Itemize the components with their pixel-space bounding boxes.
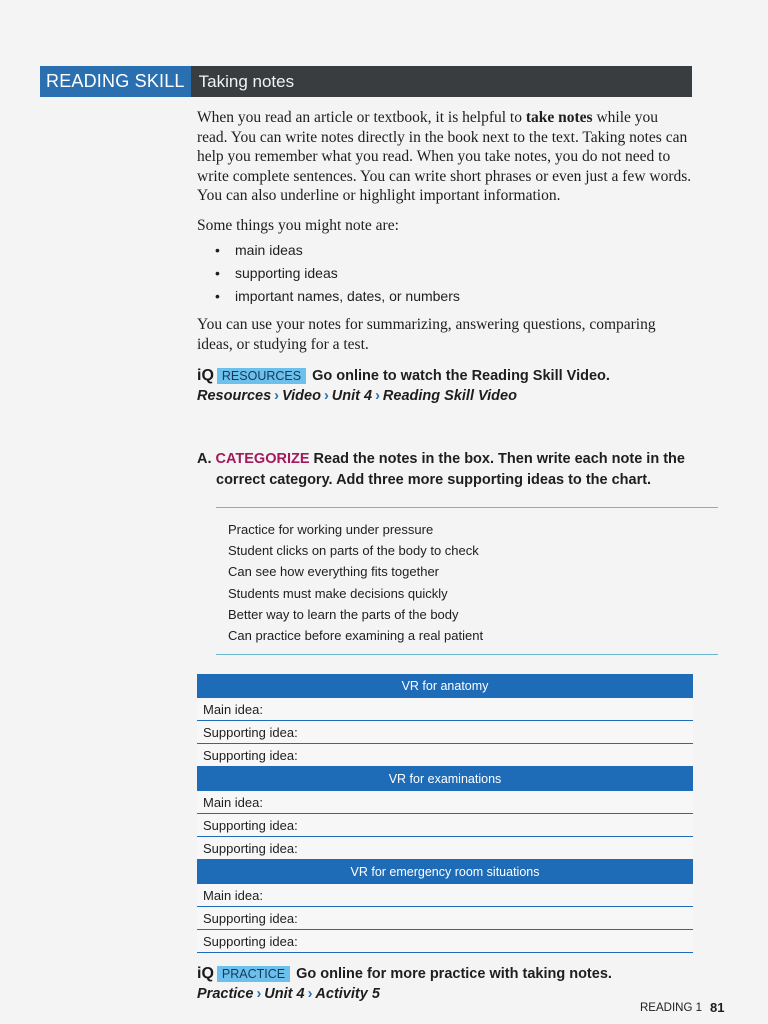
table-row[interactable] <box>197 791 693 814</box>
row-label: Supporting idea: <box>203 747 298 763</box>
bullet-icon: • <box>215 265 220 281</box>
table-row[interactable] <box>197 814 693 837</box>
answer-field[interactable] <box>263 791 693 813</box>
answer-field[interactable] <box>263 698 693 720</box>
category-header: VR for anatomy <box>197 674 693 698</box>
notes-list <box>228 519 718 646</box>
chevron-right-icon: › <box>274 388 279 404</box>
path-step: Video <box>282 388 321 404</box>
activity-text-1: Read the notes in the box. Then write each note in the <box>313 451 685 467</box>
resources-badge: RESOURCES <box>217 368 306 384</box>
answer-field[interactable] <box>298 907 693 929</box>
answer-field[interactable] <box>298 814 693 836</box>
intro-key-term: take notes <box>525 109 593 126</box>
list-item: Better way to learn the parts of the body <box>228 606 459 622</box>
intro-text-start: When you read an article or textbook, it is helpful to <box>197 109 526 126</box>
chevron-right-icon: › <box>323 388 329 404</box>
resources-row <box>197 367 692 385</box>
row-label: Supporting idea: <box>203 817 298 833</box>
bullet-text: main ideas <box>235 242 303 258</box>
page-footer <box>640 1000 724 1015</box>
reading-skill-title: Taking notes <box>198 71 295 91</box>
activity-a <box>197 449 697 491</box>
bullet-icon: • <box>215 242 220 258</box>
answer-field[interactable] <box>298 744 693 766</box>
skill-explanation <box>197 108 692 404</box>
footer-section: READING 1 <box>640 1001 702 1014</box>
chevron-right-icon: › <box>375 388 380 404</box>
intro-text-end: while you read. You can write notes directly in the book next to the text. Taking notes can help you remember what you read. When you take notes, you do not need to write complete sentences. You can write short phrases or even just a few words. You can also underline or highlight important information. <box>197 109 692 204</box>
practice-badge: PRACTICE <box>217 966 290 982</box>
iq-logo: iQ <box>197 965 214 982</box>
path-step: Practice <box>197 986 254 1002</box>
chevron-right-icon: › <box>256 986 262 1002</box>
answer-field[interactable] <box>298 837 693 859</box>
page-number: 81 <box>710 1000 725 1015</box>
row-label: Main idea: <box>203 887 263 903</box>
row-label: Main idea: <box>203 701 263 717</box>
activity-letter: A. <box>197 451 212 467</box>
notes-box <box>216 507 718 655</box>
categorize-chart <box>197 674 693 953</box>
path-step: Resources <box>197 388 272 404</box>
reading-skill-header <box>40 66 692 97</box>
resources-path[interactable] <box>197 388 692 404</box>
path-step: Unit 4 <box>264 986 305 1002</box>
use-notes-paragraph: You can use your notes for summarizing, answering questions, comparing ideas, or studying for a test. <box>197 316 656 353</box>
bullet-text: supporting ideas <box>235 265 338 281</box>
practice-path[interactable] <box>197 986 697 1002</box>
table-row[interactable] <box>197 837 693 860</box>
row-label: Supporting idea: <box>203 910 298 926</box>
list-item <box>197 285 692 308</box>
activity-instruction-line-2: correct category. Add three more supporting ideas to the chart. <box>216 472 652 488</box>
path-step: Activity 5 <box>315 986 380 1002</box>
table-row[interactable] <box>197 907 693 930</box>
resources-instruction: Go online to watch the Reading Skill Video. <box>312 368 610 384</box>
path-step: Reading Skill Video <box>382 388 517 404</box>
answer-field[interactable] <box>263 884 693 906</box>
list-item: Practice for working under pressure <box>228 522 434 537</box>
list-item <box>197 262 692 285</box>
practice-instruction: Go online for more practice with taking notes. <box>296 966 612 982</box>
resources-callout <box>197 367 692 404</box>
iq-logo: iQ <box>197 367 214 384</box>
answer-field[interactable] <box>298 721 693 743</box>
bullet-icon: • <box>215 288 220 304</box>
list-item: Student clicks on parts of the body to check <box>228 543 479 559</box>
table-row[interactable] <box>197 744 693 767</box>
note-lead: Some things you might note are: <box>197 216 399 234</box>
row-label: Supporting idea: <box>203 933 298 949</box>
row-label: Main idea: <box>203 794 263 810</box>
list-item <box>197 239 692 262</box>
practice-row <box>197 965 697 983</box>
reading-skill-label: READING SKILL <box>40 66 191 97</box>
practice-callout <box>197 965 697 1002</box>
table-row[interactable] <box>197 884 693 907</box>
row-label: Supporting idea: <box>203 724 298 740</box>
category-header: VR for examinations <box>197 767 693 791</box>
activity-category: CATEGORIZE <box>215 451 310 467</box>
list-item: Can see how everything fits together <box>228 564 440 580</box>
table-row[interactable] <box>197 698 693 721</box>
table-row[interactable] <box>197 930 693 953</box>
activity-instruction-line-1 <box>197 449 697 470</box>
row-label: Supporting idea: <box>203 840 298 856</box>
list-item: Can practice before examining a real patient <box>228 627 484 643</box>
bullet-text: important names, dates, or numbers <box>235 288 460 304</box>
intro-paragraph <box>197 108 692 206</box>
path-step: Unit 4 <box>331 388 373 404</box>
answer-field[interactable] <box>298 930 693 952</box>
chevron-right-icon: › <box>307 986 313 1002</box>
list-item: Students must make decisions quickly <box>228 585 448 601</box>
note-bullet-list <box>197 239 692 308</box>
table-row[interactable] <box>197 721 693 744</box>
category-header: VR for emergency room situations <box>197 860 693 884</box>
